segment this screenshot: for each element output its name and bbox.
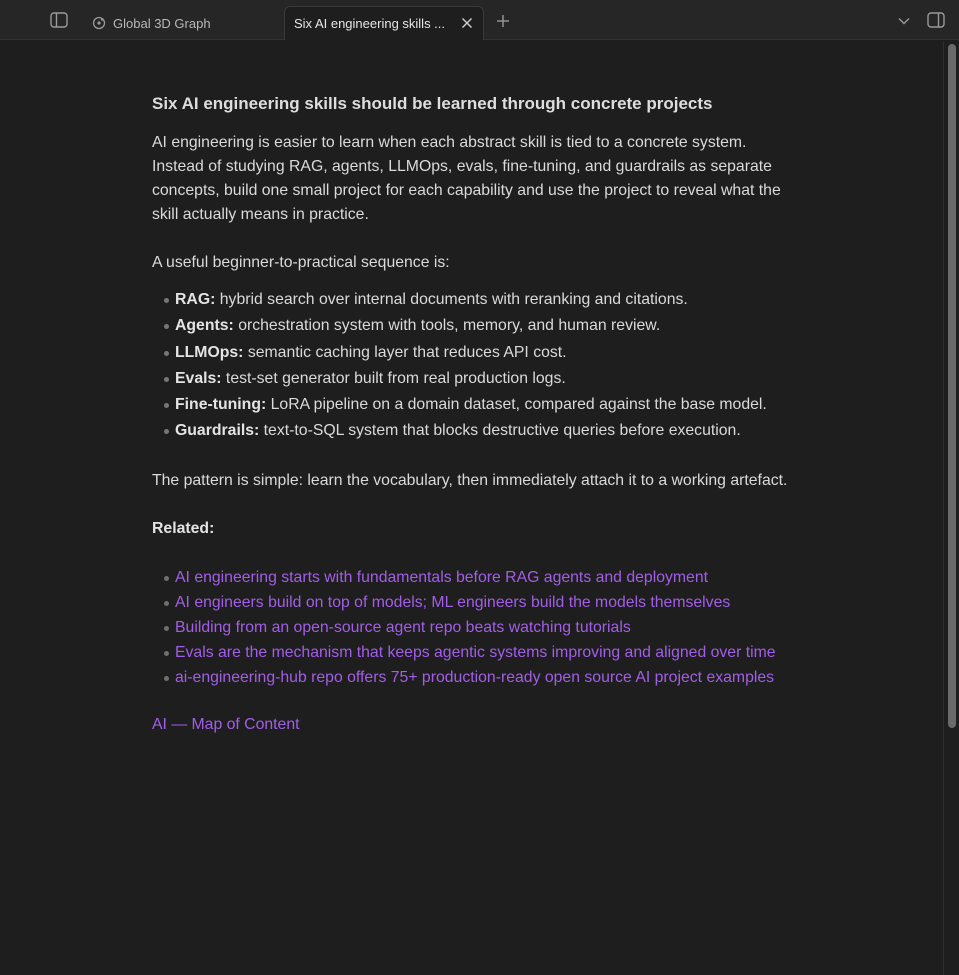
skill-term: Agents: — [175, 317, 234, 335]
sidebar-left-icon — [50, 12, 68, 28]
list-item — [152, 565, 792, 590]
related-link[interactable]: ai-engineering-hub repo offers 75+ production-ready open source AI project examples — [175, 668, 775, 686]
list-item — [152, 313, 792, 339]
toggle-left-sidebar-button[interactable] — [49, 11, 69, 29]
toggle-right-sidebar-button[interactable] — [926, 11, 946, 29]
tab-list-dropdown-button[interactable] — [895, 12, 913, 30]
tab-label: Global 3D Graph — [113, 15, 211, 31]
scrollbar-thumb[interactable] — [948, 44, 956, 728]
related-links-list — [152, 565, 792, 690]
map-of-content-link[interactable]: AI — Map of Content — [152, 715, 300, 733]
related-link[interactable]: AI engineering starts with fundamentals before RAG agents and deployment — [175, 568, 709, 586]
plus-icon — [496, 14, 510, 28]
note-view — [0, 41, 943, 975]
tab-label: Six AI engineering skills ... — [294, 16, 446, 31]
note-body — [152, 91, 792, 737]
skill-term: Fine-tuning: — [175, 396, 267, 414]
vertical-scrollbar[interactable] — [943, 41, 959, 975]
skill-term: LLMOps: — [175, 343, 244, 361]
list-item — [152, 340, 792, 366]
skill-text: text-to-SQL system that blocks destructive queries before execution. — [259, 422, 741, 440]
skill-term: RAG: — [175, 291, 216, 308]
close-icon — [461, 17, 473, 29]
list-item — [152, 366, 792, 392]
note-title: Six AI engineering skills should be learned through concrete projects — [152, 94, 713, 113]
tab-six-ai-engineering-skills[interactable] — [284, 6, 484, 40]
skills-list — [152, 287, 792, 445]
moc-paragraph — [152, 713, 792, 737]
chevron-down-icon — [897, 16, 911, 26]
list-item — [152, 615, 792, 640]
skill-term: Guardrails: — [175, 422, 260, 440]
related-link[interactable]: Building from an open-source agent repo beats watching tutorials — [175, 618, 631, 636]
list-item — [152, 392, 792, 418]
skill-text: hybrid search over internal documents with reranking and citations. — [215, 291, 688, 308]
sequence-intro: A useful beginner-to-practical sequence is: — [152, 254, 450, 271]
tab-bar — [0, 0, 959, 40]
skill-text: LoRA pipeline on a domain dataset, compared against the base model. — [266, 396, 767, 414]
new-tab-button[interactable] — [494, 12, 512, 30]
graph-icon — [92, 16, 106, 30]
list-item — [152, 640, 792, 665]
skill-text: test-set generator built from real production logs. — [221, 369, 566, 387]
skill-text: semantic caching layer that reduces API cost. — [243, 343, 567, 361]
pattern-paragraph: The pattern is simple: learn the vocabulary, then immediately attach it to a working artefact. — [152, 471, 788, 489]
list-item — [152, 590, 792, 615]
related-link[interactable]: AI engineers build on top of models; ML engineers build the models themselves — [175, 593, 731, 611]
related-link[interactable]: Evals are the mechanism that keeps agentic systems improving and aligned over time — [175, 643, 776, 661]
close-tab-button[interactable] — [460, 16, 474, 30]
sidebar-right-icon — [927, 12, 945, 28]
list-item — [152, 665, 792, 690]
related-heading: Related: — [152, 519, 215, 537]
list-item — [152, 418, 792, 444]
tab-global-3d-graph[interactable] — [84, 6, 280, 40]
list-item — [152, 287, 792, 313]
intro-paragraph: AI engineering is easier to learn when each abstract skill is tied to a concrete system. Instead of studying RAG, agents, LLMOps, evals, fine-tuning, and guardrails as separate concepts, build one small project for each capability and use the project to reveal what the skill actually means in practice. — [152, 134, 781, 223]
skill-text: orchestration system with tools, memory, and human review. — [233, 317, 661, 335]
skill-term: Evals: — [175, 369, 222, 387]
